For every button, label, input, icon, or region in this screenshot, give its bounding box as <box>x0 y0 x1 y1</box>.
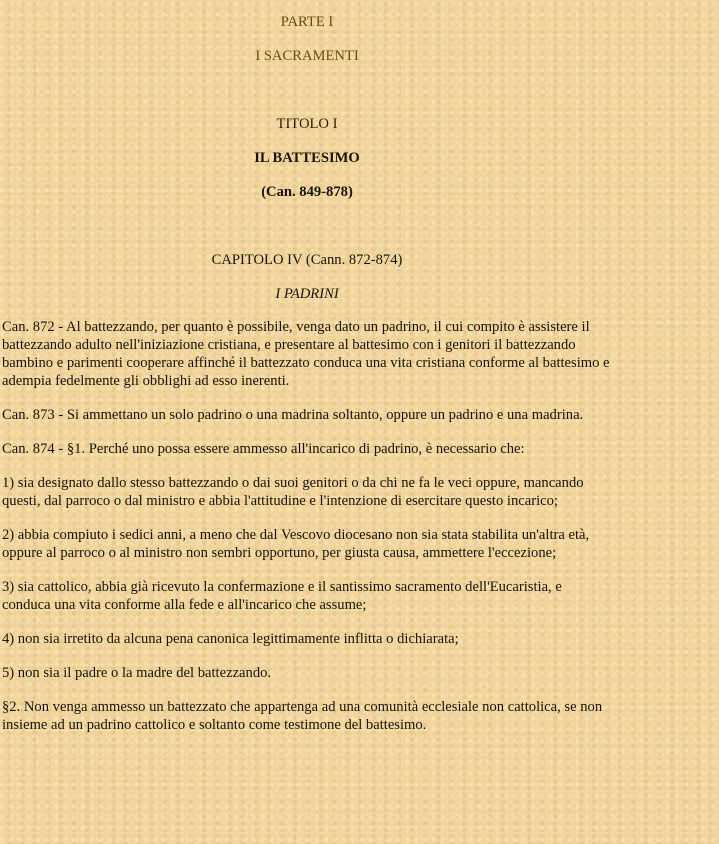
chapter-title: I PADRINI <box>275 286 339 302</box>
canon-873-paragraph: Can. 873 - Si ammettano un solo padrino o una madrina soltanto, oppure un padrino e una madrina. <box>2 407 584 423</box>
requirement-4-paragraph: 4) non sia irretito da alcuna pena canonica legittimamente inflitta o dichiarata; <box>2 631 459 647</box>
requirement-3-paragraph: 3) sia cattolico, abbia già ricevuto la confermazione e il santissimo sacramento dell'Eucaristia, e conduca una vita conforme alla fede e all'incarico che assume; <box>2 579 562 613</box>
requirement-2-paragraph: 2) abbia compiuto i sedici anni, a meno che dal Vescovo diocesano non sia stata stabilita un'altra età, oppure al parroco o al ministro non sembri opportuno, per giusta causa, ammettere l'eccezione; <box>2 527 590 561</box>
canon-874-intro-paragraph: Can. 874 - §1. Perché uno possa essere ammesso all'incarico di padrino, è necessario che: <box>2 441 525 457</box>
requirement-5-paragraph: 5) non sia il padre o la madre del battezzando. <box>2 665 272 681</box>
requirement-1-paragraph: 1) sia designato dallo stesso battezzando o dai suoi genitori o da chi ne fa le veci oppure, mancando questi, dal parroco o dal ministro e abbia l'attitudine e l'intenzione di esercitare questo incarico; <box>2 475 584 509</box>
canon-872-paragraph: Can. 872 - Al battezzando, per quanto è possibile, venga dato un padrino, il cui compito è assistere il battezzando adulto nell'iniziazione cristiana, e presentare al battesimo con i genitori il battezzando bambino e parimenti cooperare affinché il battezzato conduca una vita cristiana conforme al battesimo e adempia fedelmente gli obblighi ad esso inerenti. <box>2 319 610 389</box>
title-name: IL BATTESIMO <box>254 150 360 166</box>
part-heading: PARTE I <box>280 14 334 30</box>
part-title: I SACRAMENTI <box>255 48 359 64</box>
canon-874-section-2-paragraph: §2. Non venga ammesso un battezzato che appartenga ad una comunità ecclesiale non cattolica, se non insieme ad un padrino cattolico e soltanto come testimone del battesimo. <box>2 699 603 733</box>
chapter-heading: CAPITOLO IV (Cann. 872-874) <box>211 252 403 268</box>
title-heading: TITOLO I <box>276 116 338 132</box>
title-canon-range: (Can. 849-878) <box>261 184 353 200</box>
